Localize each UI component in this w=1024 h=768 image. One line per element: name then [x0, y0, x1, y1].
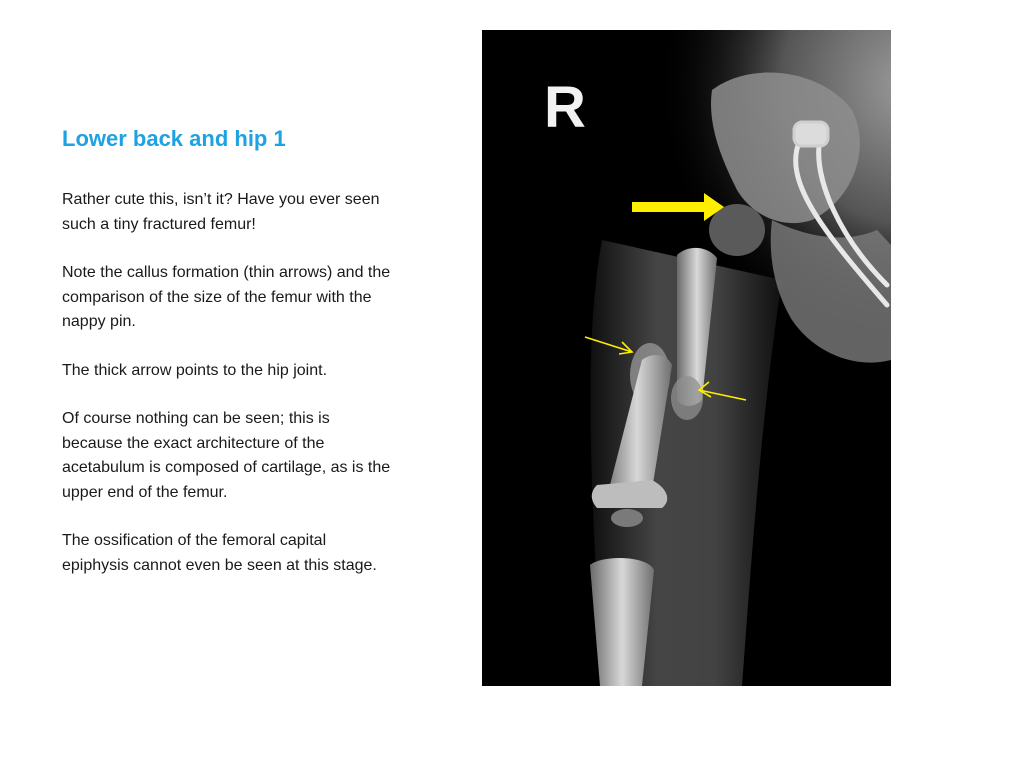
- paragraph-1: Rather cute this, isn’t it? Have you ever seen such a tiny fractured femur!: [62, 191, 380, 233]
- paragraph-3: The thick arrow points to the hip joint.: [62, 361, 328, 379]
- paragraph-2: Note the callus formation (thin arrows) and the comparison of the size of the femur with the nappy pin.: [62, 264, 391, 330]
- side-marker: R: [544, 75, 586, 140]
- paragraph-4: Of course nothing can be seen; this is because the exact architecture of the acetabulum is composed of cartilage, as is the upper end of the femur.: [62, 410, 391, 501]
- xray-image: [482, 30, 891, 686]
- paragraph-5: The ossification of the femoral capital epiphysis cannot even be seen at this stage.: [62, 532, 377, 574]
- hip-joint: [709, 204, 765, 256]
- callus-medial: [671, 376, 703, 420]
- text-column: [62, 124, 392, 602]
- knee-epiphysis: [611, 509, 643, 527]
- slide-title: Lower back and hip 1: [62, 126, 286, 151]
